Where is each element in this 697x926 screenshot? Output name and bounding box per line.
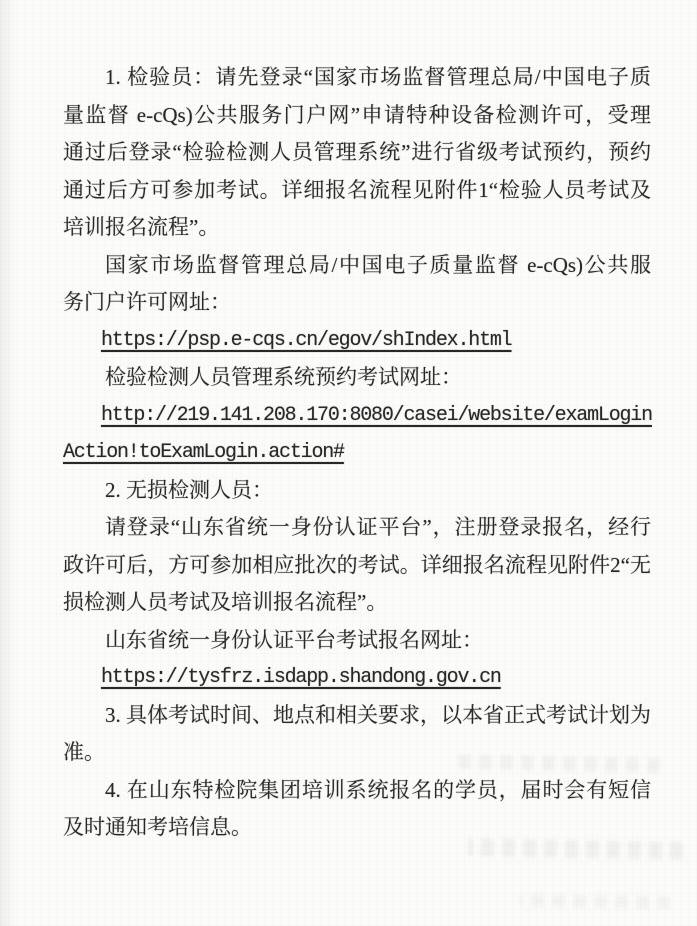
text-line: 准。 bbox=[63, 740, 105, 764]
url-text-line: https://psp.e-cqs.cn/egov/shIndex.html bbox=[101, 328, 512, 352]
url-text-line: http://219.141.208.170:8080/casei/website/examLogin bbox=[101, 403, 652, 427]
url-text-line: Action!toExamLogin.action# bbox=[63, 441, 344, 464]
url-text-line: https://tysfrz.isdapp.shandong.gov.cn bbox=[101, 666, 501, 689]
text-line: 3. 具体考试时间、地点和相关要求，以本省正式考试计划为 bbox=[105, 702, 651, 727]
text-line: 通过后登录“检验检测人员管理系统”进行省级考试预约，预约 bbox=[63, 140, 651, 164]
text-line: 2. 无损检测人员： bbox=[105, 477, 273, 502]
text-line: 政许可后，方可参加相应批次的考试。详细报名流程见附件2“无 bbox=[63, 552, 651, 577]
text-line: 培训报名流程”。 bbox=[63, 215, 220, 239]
text-line: 务门户许可网址： bbox=[63, 290, 231, 314]
text-line: 检验检测人员管理系统预约考试网址： bbox=[105, 365, 462, 389]
text-line: 量监督 e-cQs)公共服务门户网”申请特种设备检测许可，受理 bbox=[63, 102, 651, 127]
text-line: 国家市场监督管理总局/中国电子质量监督 e-cQs)公共服 bbox=[105, 252, 651, 277]
text-line: 及时通知考培信息。 bbox=[63, 815, 252, 839]
text-line: 通过后方可参加考试。详细报名流程见附件1“检验人员考试及 bbox=[63, 177, 651, 202]
bleedthrough-mark bbox=[520, 894, 670, 910]
text-line: 4. 在山东特检院集团培训系统报名的学员，届时会有短信 bbox=[105, 777, 651, 802]
document-text-block bbox=[63, 59, 651, 847]
text-line: 山东省统一身份认证平台考试报名网址： bbox=[105, 627, 483, 652]
text-line: 1. 检验员：请先登录“国家市场监督管理总局/中国电子质 bbox=[105, 65, 651, 89]
scan-edge-shadow bbox=[0, 0, 16, 926]
text-line: 损检测人员考试及培训报名流程”。 bbox=[63, 590, 388, 614]
text-line: 请登录“山东省统一身份认证平台”，注册登录报名，经行 bbox=[105, 515, 651, 539]
